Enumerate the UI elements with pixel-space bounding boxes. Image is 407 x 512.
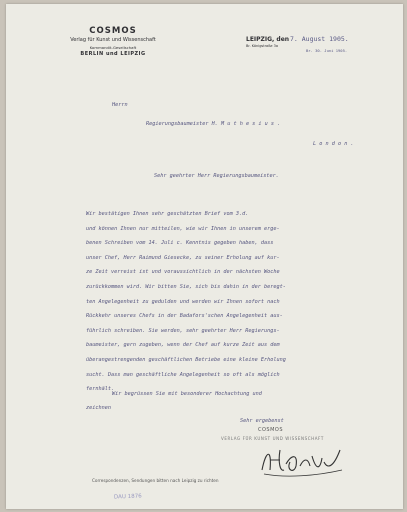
body-line: überangestrengenden geschäftlichen Betriebe eine kleine Erholung [86, 356, 286, 363]
letterhead-right [246, 36, 289, 48]
body-line: unser Chef, Herr Raimund Giesecke, zu seiner Erholung auf kur- [86, 254, 280, 261]
body-line: benen Schreiben vom 14. Juli c. Kenntnis gegeben haben, dass [86, 240, 274, 247]
body-line: Rückkehr unseres Chefs in der Badafors'schen Angelegenheit aus- [86, 313, 283, 320]
recipient-line-2: Regierungsbaumeister H. M u t h e s i u s . [146, 121, 281, 127]
letterhead-place: LEIPZIG, den [246, 36, 290, 43]
signature-line-1: Sehr ergebenst [240, 418, 284, 424]
body-line: ze Zeit verreist ist und voraussichtlich in der nächsten Woche [86, 269, 280, 276]
closing-line-2: zeichnen [86, 405, 111, 411]
letter-body [86, 207, 386, 397]
recipient-line-1: Herrn [112, 102, 128, 108]
letter-reference-date: Br. 30. Juni 1905. [306, 48, 348, 53]
handwritten-signature [256, 440, 346, 480]
body-line: fernhält. [86, 386, 115, 393]
letter-footer: Correspondenzen, Sendungen bitten nach Leipzig zu richten [92, 478, 219, 483]
letter-page [6, 4, 403, 509]
letterhead-firm: COSMOS [89, 26, 137, 36]
recipient-line-3: L o n d o n . [313, 141, 354, 147]
archive-mark: DAU 1876 [113, 493, 142, 501]
body-line: ten Angelegenheit zu gedulden und werden wir Ihnen sofort nach [86, 298, 280, 305]
letterhead-company-type: Kommandit-Gesellschaft [89, 45, 137, 50]
body-line: baumeister, gern zugeben, wenn der Chef auf kurze Zeit aus dem [86, 342, 280, 349]
body-line: und können Ihnen nur mitteilen, wie wir Ihnen in unserem erge- [86, 225, 280, 232]
body-line: Wir bestätigen Ihnen sehr geschätzten Brief vom 3.d. [86, 211, 249, 217]
letterhead-subtitle: Verlag für Kunst und Wissenschaft [70, 37, 156, 43]
salutation: Sehr geehrter Herr Regierungsbaumeister. [154, 173, 279, 179]
closing-line-1: Wir begrüssen Sie mit besonderer Hochachtung und [112, 391, 262, 397]
firm-stamp: VERLAG FÜR KUNST UND WISSENSCHAFT [221, 436, 324, 441]
body-line: führlich schreiben. Sie werden, sehr geehrter Herr Regierungs- [86, 327, 280, 334]
letterhead-address: Br. Königstraße 3a [246, 44, 279, 48]
body-line: sucht. Dass man geschäftliche Angelegenheit so oft als möglich [86, 371, 280, 378]
letter-date: 7. August 1905. [290, 35, 349, 43]
letterhead-city: BERLIN und LEIPZIG [80, 51, 146, 57]
letterhead-left [48, 26, 178, 57]
signature-line-2: COSMOS [258, 427, 284, 433]
body-line: zurückkommen wird. Wir bitten Sie, sich bis dahin in der beregt- [86, 283, 286, 290]
